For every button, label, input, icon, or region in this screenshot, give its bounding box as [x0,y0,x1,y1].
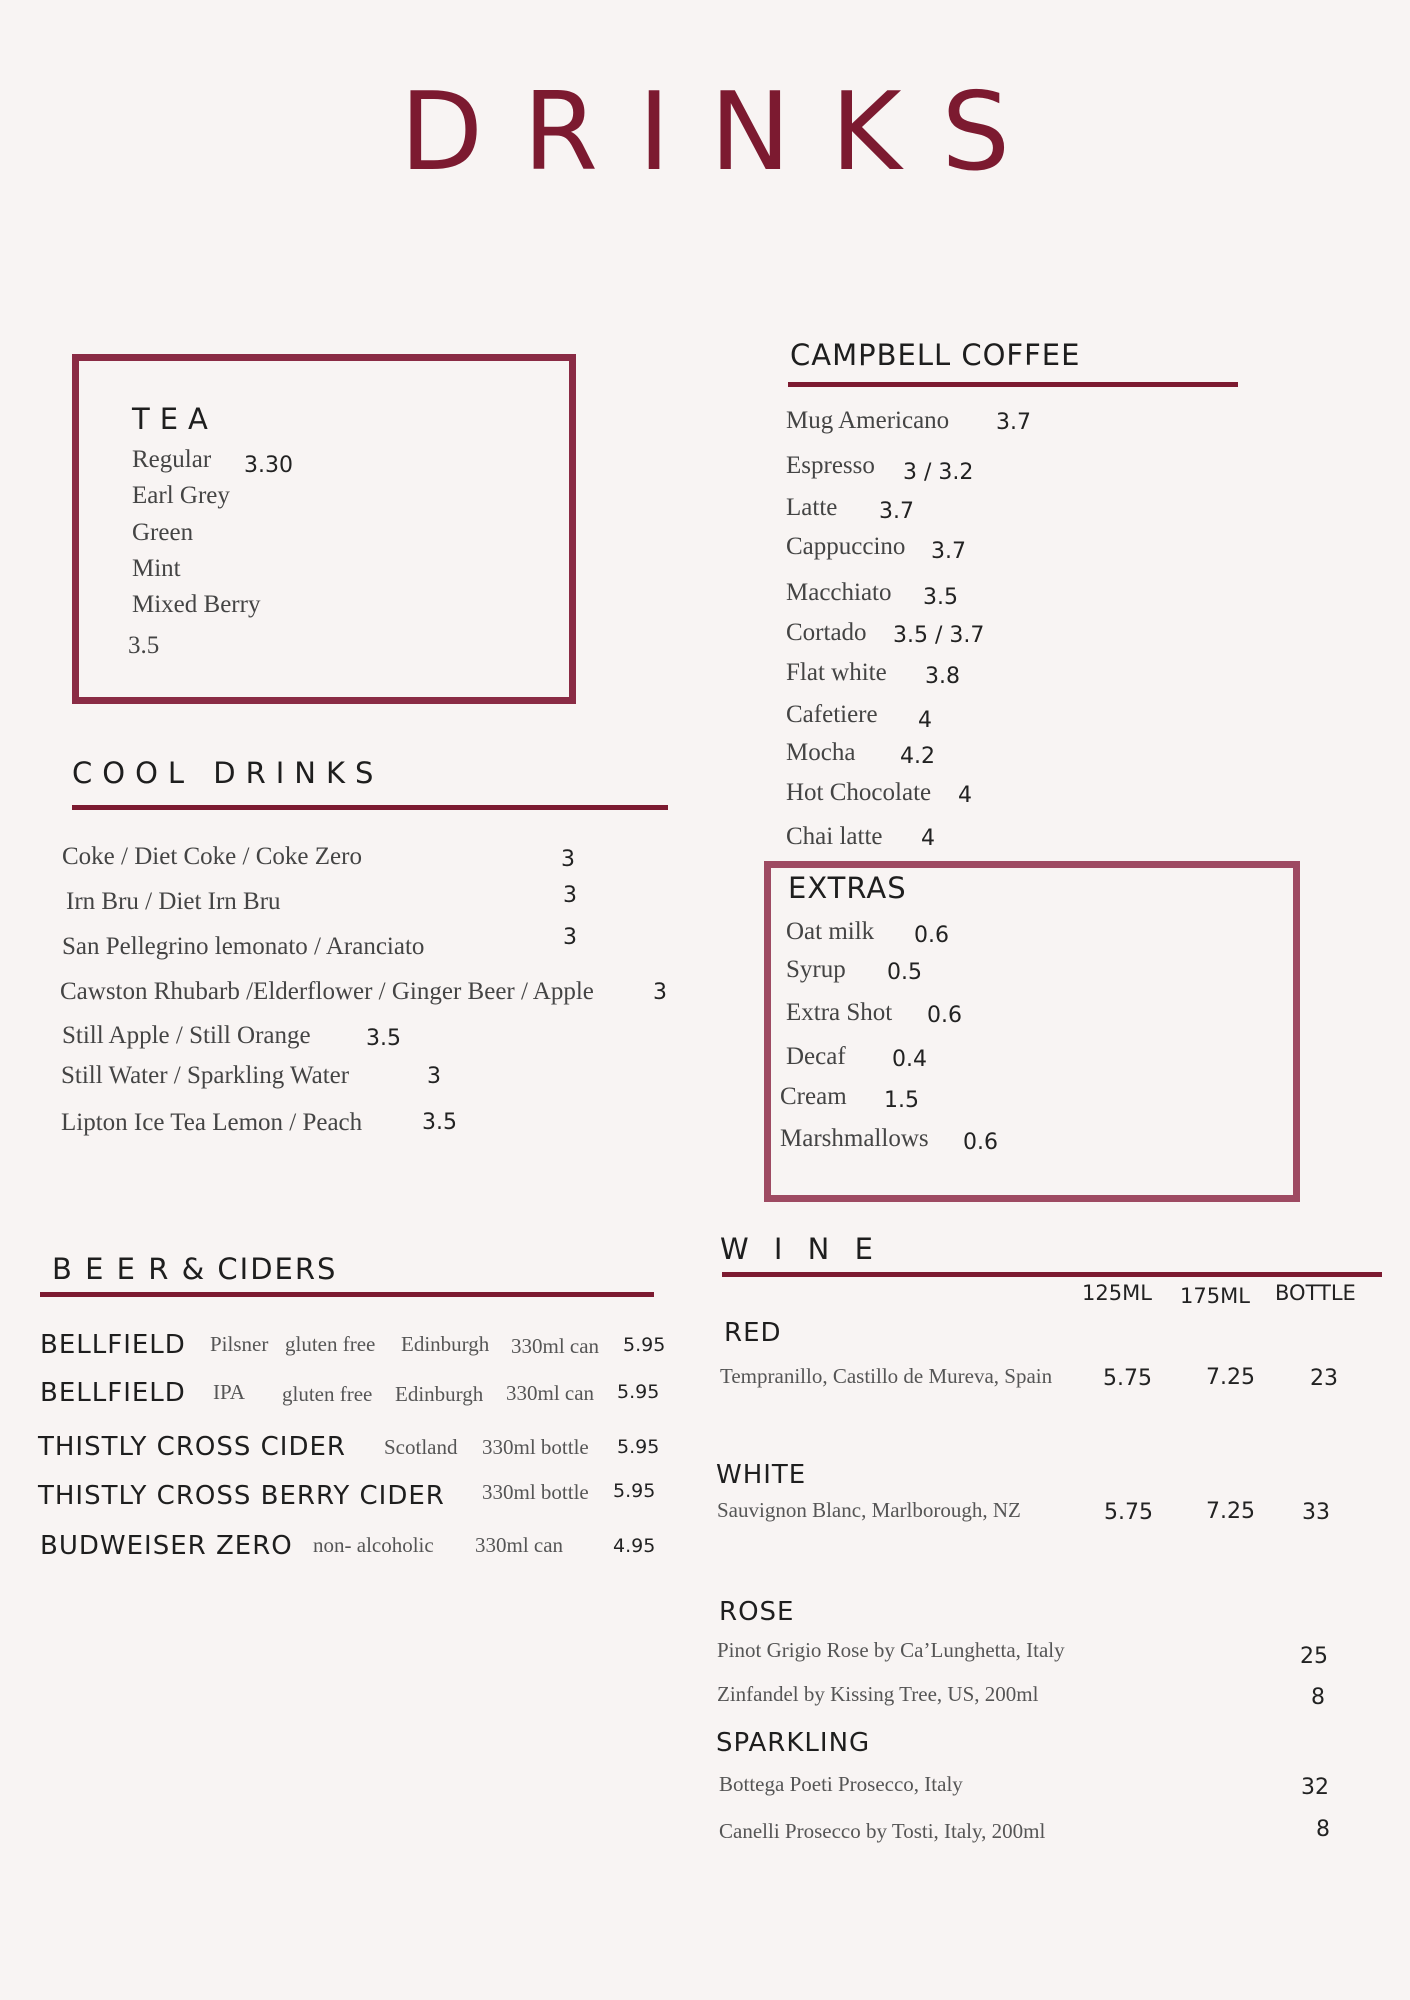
wine-col-125ml: 125ML [1082,1281,1152,1305]
cool-drink-name: Still Apple / Still Orange [62,1022,311,1049]
coffee-name: Cafetiere [786,701,878,728]
wine-sparkling-heading: SPARKLING [716,1728,871,1758]
wine-sparkling-price: 8 [1316,1817,1330,1842]
coffee-price: 3.5 [923,585,958,610]
beer-size: 330ml bottle [482,1435,589,1459]
beer-origin: Scotland [384,1435,458,1459]
wine-rose-item: Zinfandel by Kissing Tree, US, 200ml [717,1682,1039,1706]
wine-red-bottle: 23 [1310,1366,1338,1391]
extra-price: 0.5 [887,960,922,985]
coffee-price: 3 / 3.2 [903,460,974,485]
coffee-name: Macchiato [786,579,892,606]
coffee-price: 3.7 [879,499,914,524]
cool-drink-name: Coke / Diet Coke / Coke Zero [62,843,362,870]
beer-price: 5.95 [613,1480,656,1502]
extra-price: 0.4 [892,1047,927,1072]
beer-rule [40,1292,654,1297]
wine-sparkling-item: Canelli Prosecco by Tosti, Italy, 200ml [719,1819,1046,1843]
wine-white-175ml: 7.25 [1206,1499,1255,1524]
extra-price: 1.5 [884,1088,919,1113]
wine-red-heading: RED [724,1318,782,1348]
wine-white-item: Sauvignon Blanc, Marlborough, NZ [717,1498,1021,1522]
coffee-price: 4 [918,708,932,733]
wine-white-heading: WHITE [716,1460,807,1490]
wine-red-125ml: 5.75 [1103,1366,1152,1391]
coffee-price: 3.7 [996,410,1031,435]
coffee-name: Flat white [786,659,887,686]
beer-size: 330ml can [506,1381,595,1405]
beer-heading: B E E R & CIDERS [52,1252,338,1286]
cool-drink-name: Still Water / Sparkling Water [61,1062,350,1089]
beer-name: BELLFIELD [40,1330,186,1360]
coffee-price: 3.7 [931,539,966,564]
beer-size: 330ml can [475,1533,564,1557]
coffee-rule [788,382,1238,387]
cool-drink-name: San Pellegrino lemonato / Aranciato [62,933,425,960]
wine-rose-item: Pinot Grigio Rose by Ca’Lunghetta, Italy [717,1638,1065,1662]
tea-item: Mixed Berry [132,591,261,618]
coffee-price: 4 [958,783,972,808]
cool-drink-name: Lipton Ice Tea Lemon / Peach [61,1109,363,1136]
tea-regular-price: 3.30 [244,453,293,478]
beer-origin: Edinburgh [401,1332,490,1356]
cool-drinks-rule [72,805,668,810]
beer-size: 330ml can [511,1334,600,1358]
extra-name: Extra Shot [786,999,893,1026]
extra-price: 0.6 [963,1130,998,1155]
beer-name: THISTLY CROSS CIDER [38,1432,346,1462]
beer-type: IPA [213,1380,245,1404]
tea-other-price: 3.5 [128,632,160,659]
beer-type: Pilsner [210,1332,269,1356]
beer-note: gluten free [282,1382,373,1406]
coffee-price: 3.8 [925,664,960,689]
wine-rose-price: 8 [1311,1685,1325,1710]
coffee-name: Cappuccino [786,533,906,560]
extra-name: Decaf [786,1043,846,1070]
coffee-price: 3.5 / 3.7 [893,623,985,648]
tea-heading: TEA [132,402,218,436]
coffee-name: Chai latte [786,823,883,850]
coffee-name: Cortado [786,619,867,646]
beer-name: BUDWEISER ZERO [40,1531,293,1561]
cool-drink-price: 3 [427,1064,441,1089]
tea-item: Mint [132,555,181,582]
wine-rose-price: 25 [1300,1644,1328,1669]
cool-drink-price: 3.5 [366,1026,401,1051]
coffee-name: Latte [786,494,838,521]
extra-name: Marshmallows [780,1125,929,1152]
wine-white-125ml: 5.75 [1104,1500,1153,1525]
cool-drink-price: 3.5 [422,1110,457,1135]
extra-name: Syrup [786,956,846,983]
tea-item: Green [132,519,194,546]
wine-sparkling-item: Bottega Poeti Prosecco, Italy [719,1772,963,1796]
extra-name: Oat milk [786,918,875,945]
coffee-name: Mocha [786,739,856,766]
beer-note: non- alcoholic [313,1533,434,1557]
coffee-name: Espresso [786,452,875,479]
coffee-name: Mug Americano [786,407,950,434]
cool-drink-price: 3 [563,883,577,908]
beer-price: 5.95 [617,1436,660,1458]
beer-price: 4.95 [613,1535,656,1557]
wine-rose-heading: ROSE [719,1597,795,1627]
cool-drink-price: 3 [563,925,577,950]
extras-heading: EXTRAS [788,871,907,905]
tea-item: Regular [132,446,212,473]
tea-item: Earl Grey [132,482,230,509]
coffee-name: Hot Chocolate [786,779,932,806]
wine-red-item: Tempranillo, Castillo de Mureva, Spain [720,1364,1053,1388]
beer-size: 330ml bottle [482,1480,589,1504]
beer-note: gluten free [285,1332,376,1356]
beer-price: 5.95 [617,1381,660,1403]
wine-heading: W I N E [720,1232,881,1266]
beer-name: THISTLY CROSS BERRY CIDER [38,1481,445,1511]
beer-price: 5.95 [623,1334,666,1356]
cool-drink-price: 3 [561,847,575,872]
coffee-price: 4 [921,826,935,851]
wine-col-bottle: BOTTLE [1275,1281,1356,1305]
beer-name: BELLFIELD [40,1378,186,1408]
wine-white-bottle: 33 [1302,1500,1330,1525]
wine-rule [722,1272,1382,1277]
beer-origin: Edinburgh [395,1382,484,1406]
wine-sparkling-price: 32 [1301,1775,1329,1800]
extra-price: 0.6 [927,1003,962,1028]
coffee-heading: CAMPBELL COFFEE [790,338,1081,372]
cool-drinks-heading: COOL DRINKS [72,756,384,790]
cool-drink-name: Irn Bru / Diet Irn Bru [66,888,281,915]
cool-drink-name: Cawston Rhubarb /Elderflower / Ginger Beer / Apple [60,978,594,1005]
wine-red-175ml: 7.25 [1206,1365,1255,1390]
wine-col-175ml: 175ML [1180,1284,1250,1308]
cool-drink-price: 3 [653,980,667,1005]
page-title: DRINKS [399,70,1051,195]
extra-name: Cream [780,1083,847,1110]
extra-price: 0.6 [914,923,949,948]
coffee-price: 4.2 [900,744,935,769]
